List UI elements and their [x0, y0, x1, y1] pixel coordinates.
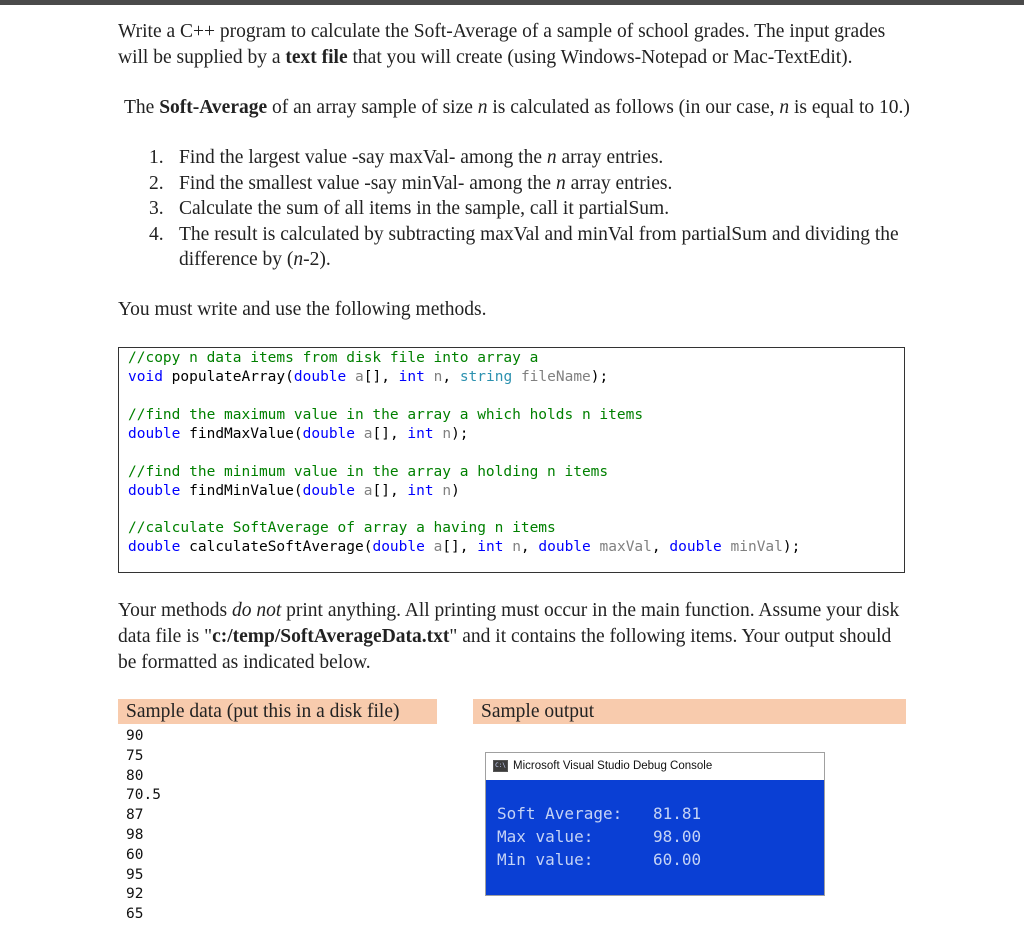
code-param: a — [363, 426, 373, 442]
code-keyword: double — [302, 426, 356, 442]
intro-text-a: Write a C++ program to calculate the Soft-Average of a sample of school grades. The input grades will be supplied by a — [118, 21, 886, 68]
code-keyword: double — [293, 369, 347, 385]
code-block — [118, 347, 905, 573]
code-keyword: int — [407, 483, 434, 499]
code-punct: , — [442, 369, 460, 385]
code-punct: [], — [372, 426, 408, 442]
code-comment: //calculate SoftAverage of array a having n items — [128, 520, 556, 536]
code-function: populateArray — [171, 369, 286, 385]
code-keyword: int — [398, 369, 425, 385]
definition-text-a: The — [124, 97, 160, 118]
step-item — [136, 222, 926, 273]
sample-output-header: Sample output — [473, 699, 906, 724]
console-line — [497, 803, 702, 825]
console-title: Microsoft Visual Studio Debug Console — [513, 760, 713, 772]
definition-text-d: is equal to 10.) — [789, 97, 910, 118]
code-signature — [128, 482, 460, 501]
instructions-text-c: " and it contains the following items. Your output should be formatted as indicated below. — [118, 626, 892, 673]
step-text-end: array entries. — [565, 172, 673, 194]
console-label: Soft Average: — [497, 804, 623, 823]
code-keyword: double — [302, 483, 356, 499]
definition-n-1: n — [477, 97, 488, 118]
console-body — [486, 780, 824, 895]
list-item: 65 — [126, 906, 144, 923]
list-item: 90 — [126, 728, 144, 744]
code-punct: ( — [285, 369, 294, 385]
code-param: n — [512, 539, 521, 555]
list-item: 60 — [126, 846, 144, 863]
step-text: Find the largest value -say maxVal- among the — [179, 147, 547, 168]
methods-intro: You must write and use the following methods. — [118, 299, 487, 320]
console-line — [497, 826, 702, 848]
step-number: 2. — [149, 172, 164, 194]
list-item: 75 — [126, 747, 144, 764]
step-text: Find the smallest value -say minVal- among the — [179, 172, 556, 194]
step-item — [136, 171, 926, 197]
instructions-text-a: Your methods — [118, 600, 232, 621]
definition-text-c: is calculated as follows (in our case, — [487, 97, 780, 118]
definition-n-2: n — [779, 97, 790, 118]
console-label: Min value: — [497, 850, 594, 869]
code-keyword: double — [538, 539, 591, 555]
list-item: 87 — [126, 807, 144, 824]
console-value: 98.00 — [653, 827, 702, 846]
code-punct: ( — [293, 426, 303, 442]
code-punct: , — [520, 539, 539, 555]
console-app-icon: C:\ — [493, 760, 508, 772]
code-param: n — [442, 426, 452, 442]
code-punct: [], — [372, 483, 408, 499]
step-italic: n — [555, 172, 566, 194]
code-comment: //find the minimum value in the array a holding n items — [128, 464, 609, 480]
code-param: n — [433, 369, 443, 385]
code-param: a — [433, 539, 443, 555]
list-item: 70.5 — [126, 787, 161, 804]
step-number: 3. — [149, 198, 164, 219]
code-keyword: int — [477, 539, 504, 555]
code-param: maxVal — [599, 539, 652, 555]
step-text-end: array entries. — [556, 147, 664, 168]
code-type: string — [459, 369, 513, 385]
code-function: calculateSoftAverage — [189, 539, 364, 555]
code-signature — [128, 368, 608, 387]
code-punct: ); — [590, 369, 609, 385]
code-punct: ( — [293, 483, 303, 499]
console-line — [497, 849, 702, 871]
code-punct: ) — [451, 483, 460, 499]
instructions-text-b: print anything. All printing must occur in the main function. Assume your disk data file is " — [118, 600, 900, 647]
console-title-bar — [486, 753, 824, 781]
code-punct: ); — [782, 539, 801, 555]
step-text: Calculate the sum of all items in the sample, call it partialSum. — [179, 198, 670, 219]
list-item: 80 — [126, 767, 144, 784]
step-number: 1. — [149, 147, 164, 168]
console-value: 81.81 — [653, 804, 702, 823]
intro-paragraph — [118, 19, 908, 71]
definition-text-b: of an array sample of size — [267, 97, 478, 118]
code-punct: , — [651, 539, 670, 555]
code-param: minVal — [730, 539, 783, 555]
instructions-emphasis: do not — [231, 600, 282, 621]
code-function: findMaxValue — [189, 426, 294, 442]
step-item — [136, 196, 926, 222]
instructions-paragraph — [118, 598, 908, 676]
step-italic: n — [546, 147, 557, 168]
sample-data-list — [126, 727, 161, 925]
code-param: a — [355, 369, 364, 385]
definition-text-bold: Soft-Average — [159, 97, 268, 118]
code-signature — [128, 425, 469, 444]
code-keyword: double — [128, 426, 181, 442]
code-punct: [], — [363, 369, 399, 385]
step-text-end: -2). — [303, 249, 331, 270]
code-keyword: double — [669, 539, 722, 555]
debug-console-window — [485, 752, 825, 896]
code-keyword: int — [407, 426, 434, 442]
code-param: fileName — [520, 369, 591, 385]
top-border — [0, 0, 1024, 5]
file-path: c:/temp/SoftAverageData.txt — [212, 626, 450, 647]
code-signature — [128, 538, 800, 557]
intro-text-b: that you will create (using Windows-Notepad or Mac-TextEdit). — [347, 47, 853, 68]
intro-text-bold: text file — [285, 47, 348, 68]
code-comment: //find the maximum value in the array a which holds n items — [128, 407, 644, 423]
code-punct: [], — [442, 539, 478, 555]
code-param: a — [363, 483, 373, 499]
steps-list — [136, 145, 926, 273]
console-label: Max value: — [497, 827, 594, 846]
code-punct: ( — [363, 539, 373, 555]
list-item: 95 — [126, 866, 144, 883]
step-item — [136, 145, 926, 171]
list-item: 92 — [126, 886, 144, 903]
code-keyword: double — [128, 483, 181, 499]
code-function: findMinValue — [189, 483, 294, 499]
console-value: 60.00 — [653, 850, 702, 869]
code-punct: ); — [451, 426, 469, 442]
code-keyword: void — [128, 369, 163, 385]
step-text: The result is calculated by subtracting maxVal and minVal from partialSum and dividing the difference by ( — [179, 223, 899, 270]
sample-data-header: Sample data (put this in a disk file) — [118, 699, 437, 724]
definition-paragraph — [124, 95, 914, 121]
code-keyword: double — [128, 539, 181, 555]
code-keyword: double — [372, 539, 425, 555]
step-number: 4. — [149, 223, 164, 245]
code-comment: //copy n data items from disk file into array a — [128, 350, 539, 366]
step-italic: n — [293, 249, 304, 270]
list-item: 98 — [126, 826, 144, 843]
code-param: n — [442, 483, 452, 499]
